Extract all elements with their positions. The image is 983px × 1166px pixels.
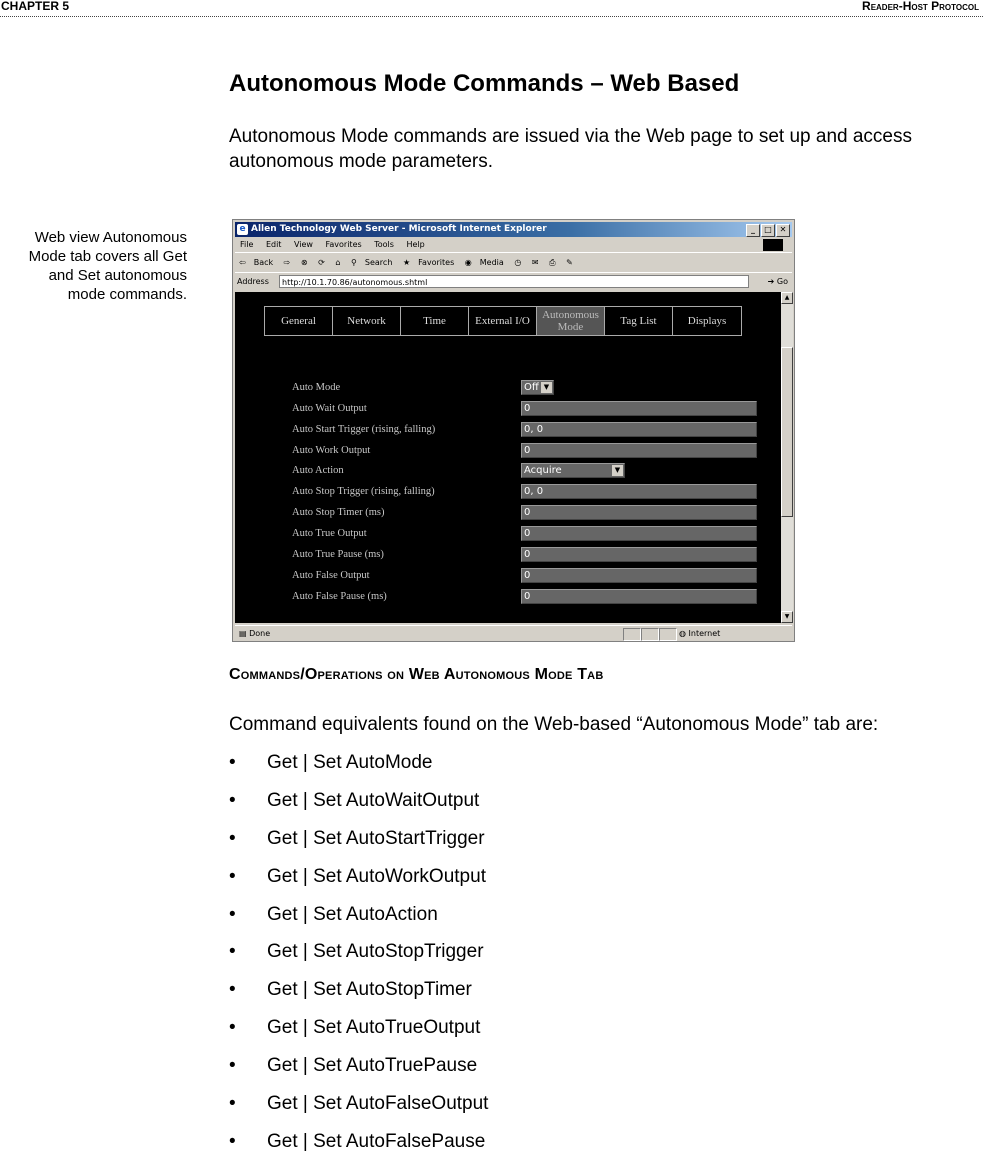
field-auto-wait-output	[292, 401, 531, 416]
command-text: Get | Set AutoTruePause	[267, 1055, 478, 1077]
search-button[interactable]: Search	[364, 258, 393, 267]
field-auto-stop-timer	[292, 505, 531, 520]
browser-screenshot	[232, 219, 795, 642]
field-label: Auto False Output	[292, 570, 370, 581]
media-icon: ◉	[464, 258, 472, 267]
bullet: •	[229, 752, 236, 773]
stop-icon[interactable]: ⊗	[300, 258, 308, 267]
field-label: Auto Start Trigger (rising, falling)	[292, 424, 436, 435]
list-item	[229, 787, 488, 825]
command-text: Get | Set AutoAction	[267, 903, 438, 925]
menu-file[interactable]: File	[240, 240, 254, 249]
globe-icon: ◍	[679, 629, 686, 638]
edit-icon[interactable]: ✎	[566, 258, 573, 267]
menu-help[interactable]: Help	[406, 240, 425, 249]
field-auto-start-trigger	[292, 422, 544, 437]
menu-favorites[interactable]: Favorites	[325, 240, 362, 249]
window-titlebar	[235, 222, 792, 237]
list-item	[229, 1090, 488, 1128]
maximize-icon[interactable]: □	[761, 224, 775, 237]
bullet: •	[229, 1055, 236, 1077]
field-label: Auto Wait Output	[292, 403, 367, 414]
bullet: •	[229, 1093, 236, 1115]
list-item	[229, 1128, 488, 1166]
favorites-icon: ★	[402, 258, 411, 267]
command-text: Get | Set AutoWaitOutput	[267, 789, 480, 811]
tab-external-io[interactable]: External I/O	[469, 307, 537, 335]
bullet: •	[229, 903, 236, 925]
auto-true-output-input[interactable]: 0	[521, 526, 757, 541]
window-controls	[745, 223, 790, 238]
field-auto-mode	[292, 380, 550, 395]
equivalents-intro: Command equivalents found on the Web-based “Autonomous Mode” tab are:	[229, 714, 879, 735]
bullet: •	[229, 827, 236, 849]
command-text: Get | Set AutoStartTrigger	[267, 827, 485, 849]
field-value: Off	[524, 382, 539, 393]
auto-stop-timer-input[interactable]: 0	[521, 505, 757, 520]
history-icon[interactable]: ◷	[514, 258, 522, 267]
command-text: Get | Set AutoMode	[267, 752, 433, 773]
field-auto-work-output	[292, 443, 531, 458]
field-label: Auto False Pause (ms)	[292, 591, 387, 602]
menu-tools[interactable]: Tools	[374, 240, 394, 249]
go-button[interactable]	[768, 274, 788, 290]
command-list	[229, 749, 488, 1166]
command-text: Get | Set AutoWorkOutput	[267, 865, 486, 887]
print-icon[interactable]: ⎙	[549, 258, 556, 267]
go-arrow-icon: ➔	[767, 277, 775, 286]
config-tabs	[264, 306, 742, 336]
field-auto-false-output	[292, 568, 531, 583]
chapter-label: CHAPTER 5	[1, 0, 70, 13]
menu-bar	[235, 238, 792, 253]
go-label: Go	[776, 277, 788, 286]
field-auto-false-pause	[292, 589, 531, 604]
minimize-icon[interactable]: _	[746, 224, 760, 237]
scroll-up-icon[interactable]: ▲	[781, 292, 793, 304]
list-item	[229, 938, 488, 976]
chevron-down-icon: ▼	[541, 382, 552, 393]
vertical-scrollbar[interactable]	[781, 292, 793, 623]
scroll-thumb[interactable]	[781, 347, 793, 517]
list-item	[229, 1052, 488, 1090]
tab-tag-list[interactable]: Tag List	[605, 307, 673, 335]
auto-false-output-input[interactable]: 0	[521, 568, 757, 583]
field-label: Auto Action	[292, 465, 344, 476]
mail-icon[interactable]: ✉	[531, 258, 539, 267]
bullet: •	[229, 1130, 236, 1152]
status-bar	[235, 625, 792, 641]
status-segment	[659, 628, 677, 641]
field-label: Auto Stop Trigger (rising, falling)	[292, 486, 435, 497]
auto-mode-select[interactable]	[521, 380, 554, 395]
refresh-icon[interactable]: ⟳	[318, 258, 325, 267]
command-text: Get | Set AutoTrueOutput	[267, 1017, 481, 1039]
tab-general[interactable]: General	[265, 307, 333, 335]
intro-paragraph: Autonomous Mode commands are issued via the Web page to set up and access autonomous mode parameters.	[229, 126, 912, 172]
close-icon[interactable]: ✕	[776, 224, 790, 237]
command-text: Get | Set AutoFalseOutput	[267, 1093, 489, 1115]
field-auto-action	[292, 463, 621, 478]
field-auto-true-pause	[292, 547, 531, 562]
favorites-button[interactable]: Favorites	[418, 258, 455, 267]
auto-work-output-input[interactable]: 0	[521, 443, 757, 458]
field-label: Auto True Output	[292, 528, 367, 539]
field-auto-stop-trigger	[292, 484, 544, 499]
page-icon: ▤	[239, 629, 247, 638]
list-item	[229, 825, 488, 863]
address-bar	[235, 274, 792, 290]
bullet: •	[229, 865, 236, 887]
command-text: Get | Set AutoStopTimer	[267, 979, 472, 1001]
list-item	[229, 863, 488, 901]
bullet: •	[229, 941, 236, 963]
address-input[interactable]: http://10.1.70.86/autonomous.shtml	[279, 275, 749, 288]
auto-start-trigger-input[interactable]: 0, 0	[521, 422, 757, 437]
page-header	[0, 0, 983, 17]
command-text: Get | Set AutoFalsePause	[267, 1130, 486, 1152]
browser-toolbar	[235, 254, 792, 273]
menu-view[interactable]: View	[293, 240, 313, 249]
tab-autonomous-mode[interactable]: Autonomous Mode	[537, 307, 605, 335]
auto-false-pause-input[interactable]: 0	[521, 589, 757, 604]
home-icon[interactable]: ⌂	[335, 258, 341, 267]
auto-action-select[interactable]	[521, 463, 625, 478]
auto-true-pause-input[interactable]: 0	[521, 547, 757, 562]
window-title: Allen Technology Web Server - Microsoft Internet Explorer	[251, 224, 547, 234]
menu-edit[interactable]: Edit	[265, 240, 282, 249]
bullet: •	[229, 979, 236, 1001]
tab-time[interactable]: Time	[401, 307, 469, 335]
security-zone: ◍ Internet	[679, 629, 721, 638]
list-item	[229, 749, 488, 787]
field-label: Auto True Pause (ms)	[292, 549, 384, 560]
auto-wait-output-input[interactable]: 0	[521, 401, 757, 416]
list-item	[229, 1014, 488, 1052]
field-label: Auto Mode	[292, 382, 341, 393]
tab-network[interactable]: Network	[333, 307, 401, 335]
search-icon: ⚲	[351, 258, 357, 267]
margin-note: Web view Autonomous Mode tab covers all Get and Set autonomous mode commands.	[28, 229, 187, 303]
field-value: Acquire	[524, 465, 562, 476]
back-icon: ⇦	[239, 258, 246, 267]
status-text: ▤ Done	[239, 629, 271, 638]
field-auto-true-output	[292, 526, 531, 541]
media-button[interactable]: Media	[479, 258, 504, 267]
web-page-content	[235, 292, 781, 623]
list-item	[229, 901, 488, 939]
page-title: Autonomous Mode Commands – Web Based	[229, 70, 740, 97]
status-segment	[623, 628, 641, 641]
field-label: Auto Stop Timer (ms)	[292, 507, 385, 518]
scroll-down-icon[interactable]: ▼	[781, 611, 793, 623]
forward-icon[interactable]: ⇨	[283, 258, 291, 267]
chevron-down-icon: ▼	[612, 465, 623, 476]
ie-icon: e	[237, 224, 248, 235]
tab-displays[interactable]: Displays	[687, 315, 727, 327]
auto-stop-trigger-input[interactable]: 0, 0	[521, 484, 757, 499]
list-item	[229, 976, 488, 1014]
field-label: Auto Work Output	[292, 445, 371, 456]
bullet: •	[229, 1017, 236, 1039]
command-text: Get | Set AutoStopTrigger	[267, 941, 484, 963]
section-heading: Commands/Operations on Web Autonomous Mode Tab	[229, 666, 604, 683]
bullet: •	[229, 789, 236, 811]
address-label: Address	[237, 277, 269, 286]
windows-logo-icon	[763, 239, 783, 251]
running-title: Reader-Host Protocol	[862, 0, 979, 13]
back-button[interactable]: Back	[253, 258, 274, 267]
status-segment	[641, 628, 659, 641]
